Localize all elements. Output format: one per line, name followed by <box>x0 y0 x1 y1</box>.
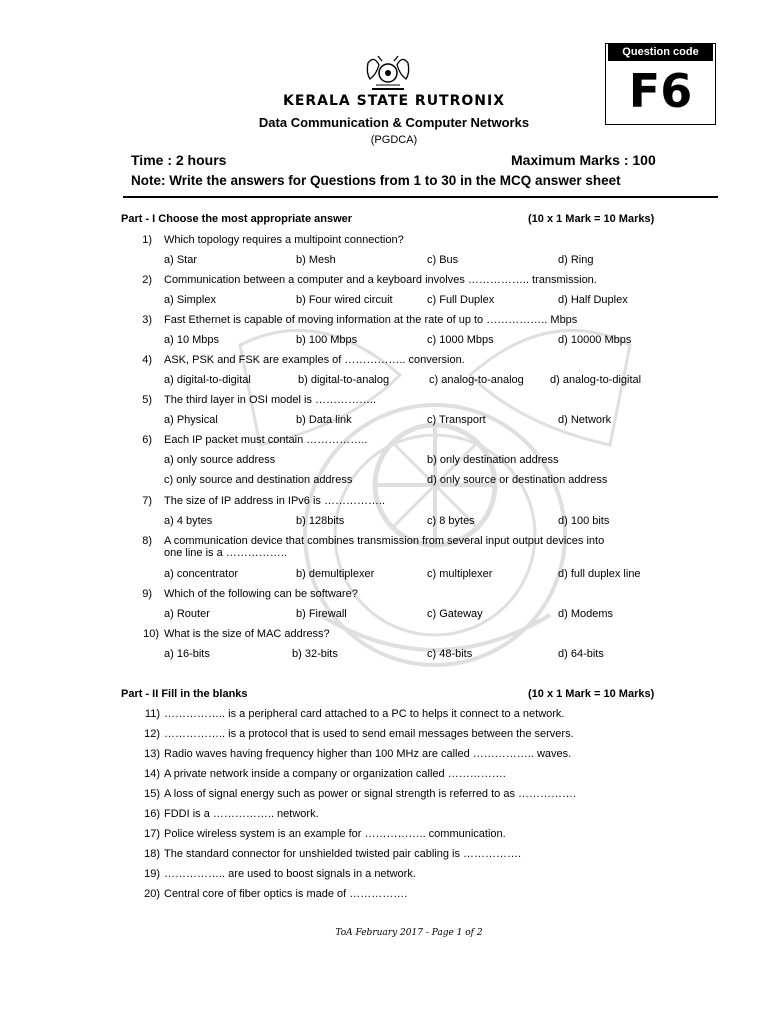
question-number: 3) <box>142 314 152 326</box>
option-d: d) 10000 Mbps <box>558 334 632 346</box>
question-text: A private network inside a company or organization called ……………. <box>164 768 506 780</box>
option-a: a) concentrator <box>164 568 238 580</box>
maximum-marks: Maximum Marks : 100 <box>511 152 656 168</box>
option-b: b) Data link <box>296 414 352 426</box>
exam-note: Note: Write the answers for Questions from 1 to 30 in the MCQ answer sheet <box>131 173 621 188</box>
option-b: b) Four wired circuit <box>296 294 393 306</box>
part1-marks: (10 x 1 Mark = 10 Marks) <box>528 213 655 225</box>
question-text: …………….. are used to boost signals in a network. <box>164 868 416 880</box>
question-text: Fast Ethernet is capable of moving information at the rate of up to …………….. Mbps <box>164 314 578 326</box>
question-number: 7) <box>142 495 152 507</box>
option-d: d) Network <box>558 414 612 426</box>
question-text-line1: A communication device that combines transmission from several input output devices into <box>164 535 605 547</box>
question-number: 15) <box>144 788 160 800</box>
option-a: a) digital-to-digital <box>164 374 251 386</box>
option-c: c) only source and destination address <box>164 474 353 486</box>
question-number: 17) <box>144 828 160 840</box>
option-c: c) multiplexer <box>427 568 493 580</box>
course-name: (PGDCA) <box>370 134 418 146</box>
question-text: The third layer in OSI model is …………….. <box>164 394 377 406</box>
option-d: d) Half Duplex <box>558 294 628 306</box>
question-text: The standard connector for unshielded twisted pair cabling is ……………. <box>164 848 522 860</box>
question-text: Which of the following can be software? <box>164 588 358 600</box>
option-d: d) Ring <box>558 254 594 266</box>
option-a: a) Router <box>164 608 210 620</box>
option-d: d) Modems <box>558 608 614 620</box>
part1-title: Part - I Choose the most appropriate answer <box>121 213 353 225</box>
option-c: c) 48-bits <box>427 648 473 660</box>
question-number: 8) <box>142 535 152 547</box>
question-number: 10) <box>143 628 159 640</box>
question-text-line2: one line is a …………….. <box>164 547 287 559</box>
header-divider <box>123 196 718 198</box>
question-number: 2) <box>142 274 152 286</box>
question-text: Police wireless system is an example for …………….. communication. <box>164 828 506 840</box>
option-b: b) digital-to-analog <box>298 374 390 386</box>
question-number: 14) <box>144 768 160 780</box>
option-d: d) only source or destination address <box>427 474 608 486</box>
option-b: b) 100 Mbps <box>296 334 358 346</box>
option-a: a) 16-bits <box>164 648 210 660</box>
question-number: 11) <box>144 708 160 720</box>
question-text: Each IP packet must contain …………….. <box>164 434 368 446</box>
option-a: a) only source address <box>164 454 276 466</box>
part2-marks: (10 x 1 Mark = 10 Marks) <box>528 688 655 700</box>
question-number: 6) <box>142 434 152 446</box>
option-a: a) 10 Mbps <box>164 334 220 346</box>
question-number: 1) <box>142 234 152 246</box>
question-text: …………….. is a peripheral card attached to a PC to helps it connect to a network. <box>164 708 565 720</box>
question-number: 12) <box>144 728 160 740</box>
option-d: d) analog-to-digital <box>550 374 642 386</box>
option-b: b) only destination address <box>427 454 559 466</box>
option-b: b) 32-bits <box>292 648 338 660</box>
question-text: The size of IP address in IPv6 is …………….. <box>164 495 386 507</box>
organization-name: KERALA STATE RUTRONIX <box>282 93 506 109</box>
question-number: 9) <box>142 588 152 600</box>
option-b: b) 128bits <box>296 515 345 527</box>
option-a: a) 4 bytes <box>164 515 213 527</box>
page-footer: ToA February 2017 - Page 1 of 2 <box>335 928 483 938</box>
question-number: 5) <box>142 394 152 406</box>
question-number: 20) <box>144 888 160 900</box>
option-c: c) Bus <box>427 254 459 266</box>
question-text: …………….. is a protocol that is used to send email messages between the servers. <box>164 728 574 740</box>
option-c: c) analog-to-analog <box>429 374 524 386</box>
question-text: What is the size of MAC address? <box>164 628 330 640</box>
question-text: Radio waves having frequency higher than 100 MHz are called …………….. waves. <box>164 748 572 760</box>
option-c: c) 1000 Mbps <box>427 334 494 346</box>
option-a: a) Physical <box>164 414 218 426</box>
question-number: 13) <box>144 748 160 760</box>
option-c: c) 8 bytes <box>427 515 475 527</box>
question-text: A loss of signal energy such as power or signal strength is referred to as ……………. <box>164 788 577 800</box>
option-d: d) 100 bits <box>558 515 610 527</box>
part2-title: Part - II Fill in the blanks <box>121 688 248 700</box>
question-code-label: Question code <box>608 44 713 61</box>
exam-time: Time : 2 hours <box>131 152 227 168</box>
option-a: a) Simplex <box>164 294 216 306</box>
option-c: c) Transport <box>427 414 486 426</box>
question-number: 16) <box>144 808 160 820</box>
option-b: b) demultiplexer <box>296 568 375 580</box>
option-a: a) Star <box>164 254 198 266</box>
question-text: Communication between a computer and a keyboard involves …………….. transmission. <box>164 274 597 286</box>
question-code-box <box>605 43 716 125</box>
state-emblem-icon <box>364 53 412 93</box>
option-c: c) Full Duplex <box>427 294 495 306</box>
option-d: d) 64-bits <box>558 648 604 660</box>
option-b: b) Firewall <box>296 608 347 620</box>
question-text: ASK, PSK and FSK are examples of …………….. conversion. <box>164 354 465 366</box>
question-text: Central core of fiber optics is made of ……………. <box>164 888 408 900</box>
question-number: 18) <box>144 848 160 860</box>
option-b: b) Mesh <box>296 254 336 266</box>
question-number: 19) <box>144 868 160 880</box>
option-d: d) full duplex line <box>558 568 641 580</box>
question-text: Which topology requires a multipoint connection? <box>164 234 404 246</box>
option-c: c) Gateway <box>427 608 483 620</box>
subject-title: Data Communication & Computer Networks <box>258 115 530 130</box>
question-text: FDDI is a …………….. network. <box>164 808 319 820</box>
question-code-value: F6 <box>628 64 693 118</box>
question-number: 4) <box>142 354 152 366</box>
